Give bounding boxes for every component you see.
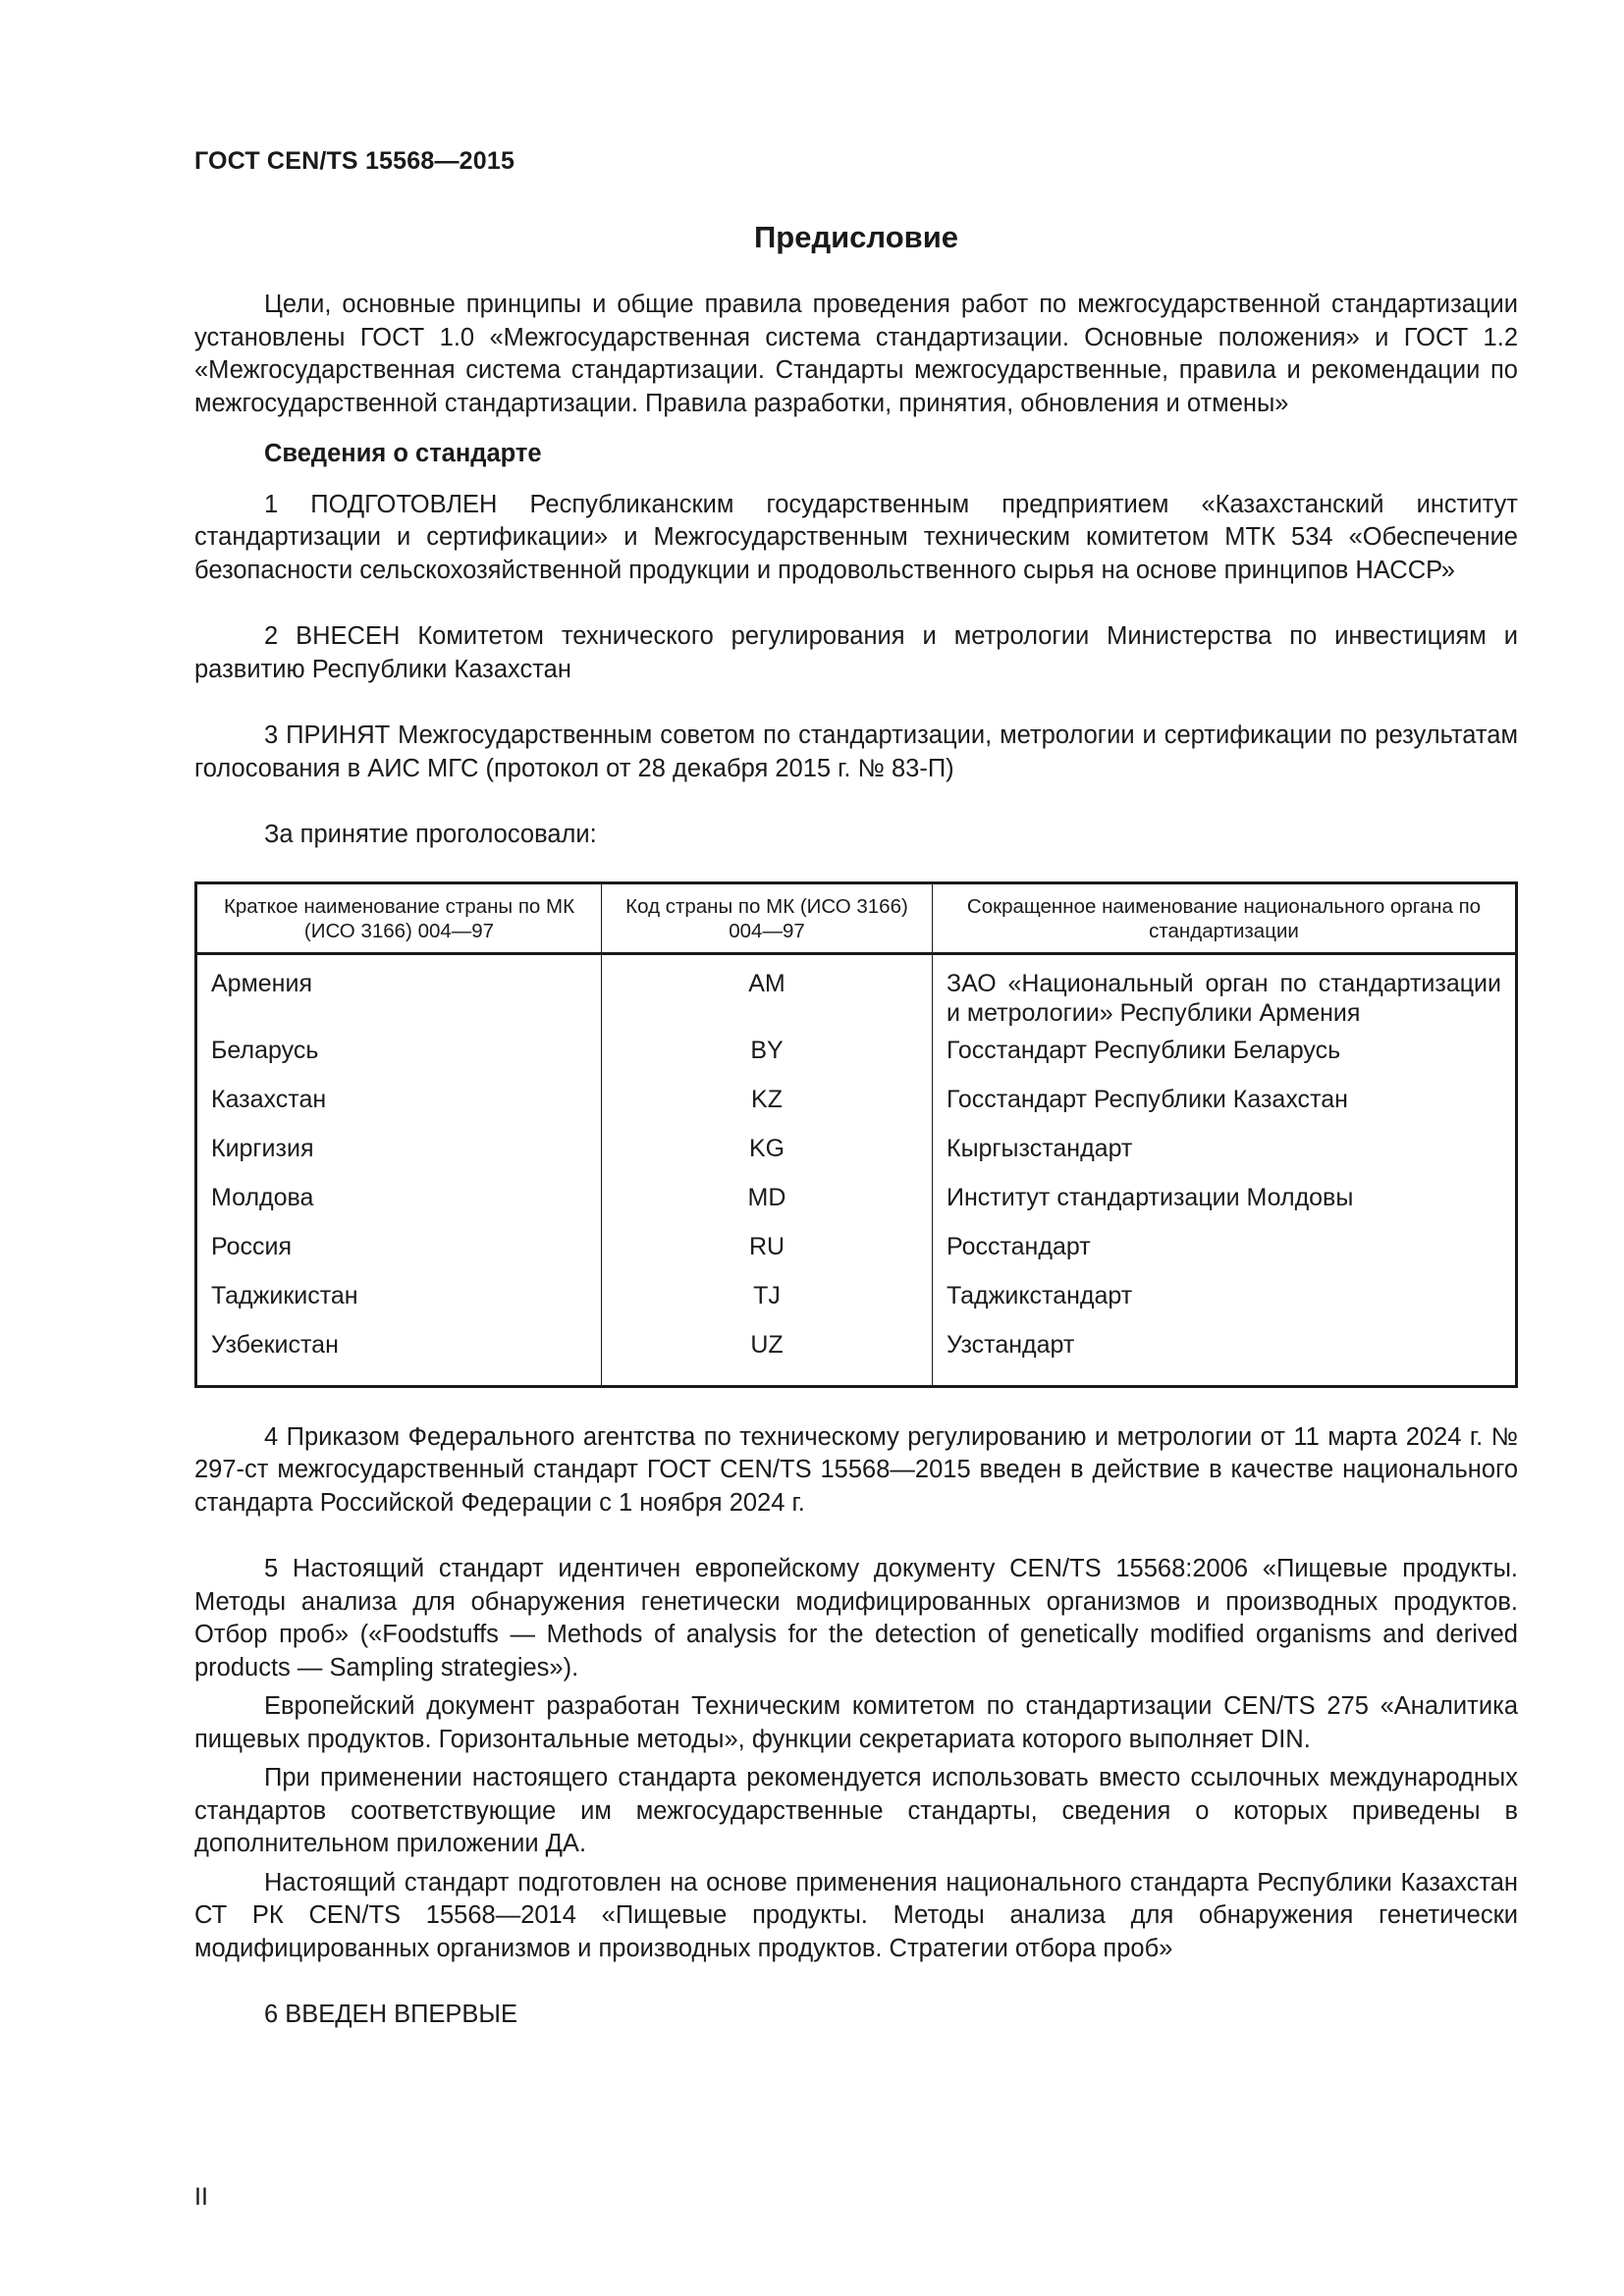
table-header-country: Краткое наименование страны по МК (ИСО 3166) 004—97	[196, 882, 602, 953]
organization-cell: Росстандарт	[933, 1228, 1517, 1277]
country-cell: Беларусь	[196, 1032, 602, 1081]
code-cell: KZ	[602, 1081, 933, 1130]
table-row	[196, 1277, 1517, 1326]
table-row	[196, 1179, 1517, 1228]
document-header: ГОСТ CEN/TS 15568—2015	[194, 147, 515, 175]
page-body	[194, 220, 1518, 2032]
organization-cell: Кыргызстандарт	[933, 1130, 1517, 1179]
item-5: 5 Настоящий стандарт идентичен европейскому документу CEN/TS 15568:2006 «Пищевые продукты. Методы анализа для обнаружения генетически модифицированных организмов и производных продуктов. Отбор проб» («Foodstuffs — Methods of analysis for the detection of genetically modified organisms and derived products — Sampling strategies»).	[194, 1555, 1518, 1682]
table-header-organization: Сокращенное наименование национального органа по стандартизации	[933, 882, 1517, 953]
organization-cell: Таджикстандарт	[933, 1277, 1517, 1326]
item-6: 6 ВВЕДЕН ВПЕРВЫЕ	[264, 2001, 518, 2028]
organization-cell: Институт стандартизации Молдовы	[933, 1179, 1517, 1228]
code-cell: RU	[602, 1228, 933, 1277]
country-cell: Армения	[196, 953, 602, 1032]
code-cell: KG	[602, 1130, 933, 1179]
table-row	[196, 1228, 1517, 1277]
item-5-european-document: Европейский документ разработан Техническим комитетом по стандартизации CEN/TS 275 «Аналитика пищевых продуктов. Горизонтальные методы», функции секретариата которого выполняет DIN.	[194, 1692, 1518, 1753]
table-header-code: Код страны по МК (ИСО 3166) 004—97	[602, 882, 933, 953]
table-header-row	[196, 882, 1517, 953]
country-cell: Казахстан	[196, 1081, 602, 1130]
page-number: II	[194, 2183, 208, 2211]
code-cell: BY	[602, 1032, 933, 1081]
country-cell: Молдова	[196, 1179, 602, 1228]
organization-cell: Узстандарт	[933, 1326, 1517, 1387]
country-cell: Киргизия	[196, 1130, 602, 1179]
organization-cell: Госстандарт Республики Беларусь	[933, 1032, 1517, 1081]
table-row	[196, 953, 1517, 1032]
voted-label: За принятие проголосовали:	[264, 821, 597, 848]
code-cell: UZ	[602, 1326, 933, 1387]
code-cell: TJ	[602, 1277, 933, 1326]
item-4: 4 Приказом Федерального агентства по техническому регулированию и метрологии от 11 марта 2024 г. № 297-ст межгосударственный стандарт ГОСТ CEN/TS 15568—2015 введен в действие в качестве национального стандарта Российской Федерации с 1 ноября 2024 г.	[194, 1422, 1518, 1517]
table-row	[196, 1081, 1517, 1130]
organization-cell: Госстандарт Республики Казахстан	[933, 1081, 1517, 1130]
code-cell: MD	[602, 1179, 933, 1228]
code-cell: AM	[602, 953, 933, 1032]
item-1: 1 ПОДГОТОВЛЕН Республиканским государственным предприятием «Казахстанский институт стандартизации и сертификации» и Межгосударственным техническим комитетом МТК 534 «Обеспечение безопасности сельскохозяйственной продукции и продовольственного сырья на основе принципов НАССР»	[194, 490, 1518, 584]
member-countries-table	[194, 881, 1518, 1388]
table-row	[196, 1032, 1517, 1081]
item-5-basis-note: Настоящий стандарт подготовлен на основе применения национального стандарта Республики Казахстан СТ РК CEN/TS 15568—2014 «Пищевые продукты. Методы анализа для обнаружения генетически модифицированных организмов и производных продуктов. Стратегии отбора проб»	[194, 1868, 1518, 1962]
item-2: 2 ВНЕСЕН Комитетом технического регулирования и метрологии Министерства по инвестициям и развитию Республики Казахстан	[194, 622, 1518, 683]
section-title: Сведения о стандарте	[264, 440, 542, 467]
item-5-application-note: При применении настоящего стандарта рекомендуется использовать вместо ссылочных международных стандартов соответствующие им межгосударственные стандарты, сведения о которых приведены в дополнительном приложении ДА.	[194, 1764, 1518, 1857]
intro-paragraph: Цели, основные принципы и общие правила проведения работ по межгосударственной стандартизации установлены ГОСТ 1.0 «Межгосударственная система стандартизации. Основные положения» и ГОСТ 1.2 «Межгосударственная система стандартизации. Стандарты межгосударственные, правила и рекомендации по межгосударственной стандартизации. Правила разработки, принятия, обновления и отмены»	[194, 291, 1518, 417]
table-row	[196, 1326, 1517, 1387]
item-3: 3 ПРИНЯТ Межгосударственным советом по стандартизации, метрологии и сертификации по результатам голосования в АИС МГС (протокол от 28 декабря 2015 г. № 83-П)	[194, 721, 1518, 782]
country-cell: Таджикистан	[196, 1277, 602, 1326]
country-cell: Узбекистан	[196, 1326, 602, 1387]
page-title: Предисловие	[753, 220, 958, 254]
table-row	[196, 1130, 1517, 1179]
country-cell: Россия	[196, 1228, 602, 1277]
organization-cell: ЗАО «Национальный орган по стандартизации и метрологии» Республики Армения	[933, 953, 1517, 1032]
